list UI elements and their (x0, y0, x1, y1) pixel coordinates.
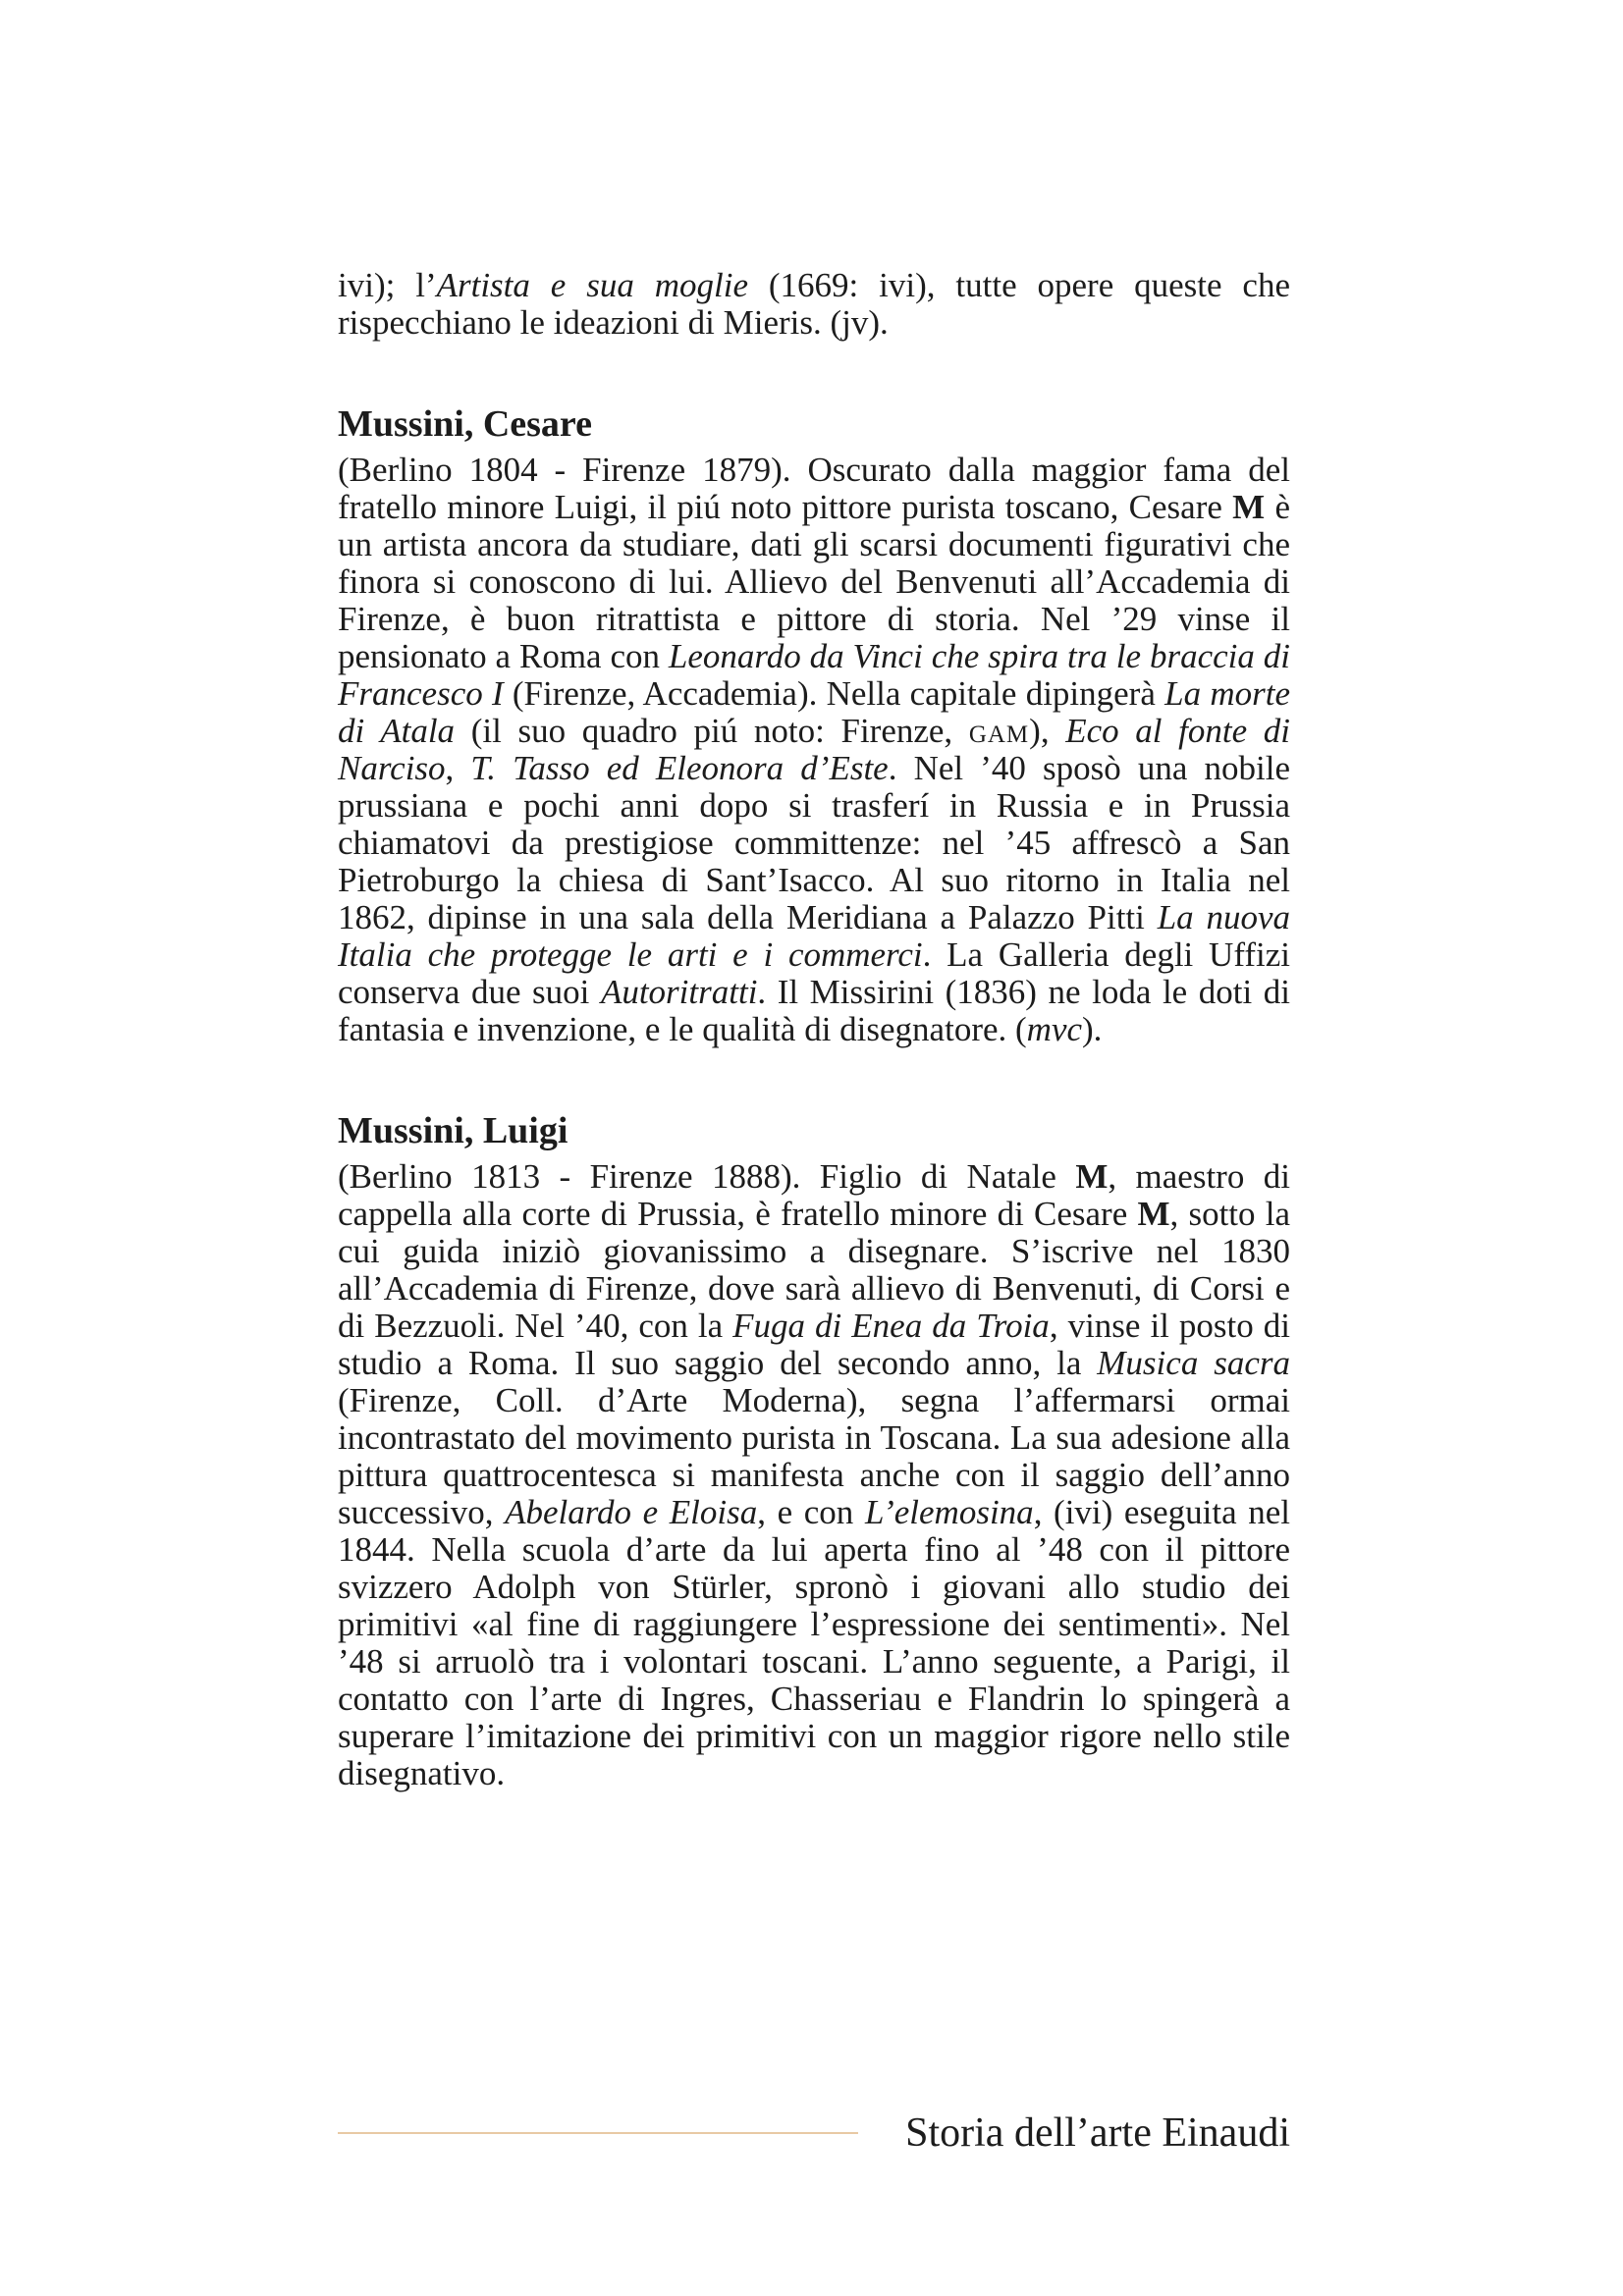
entry-body-cesare (338, 452, 1290, 1048)
footer-rule (338, 2132, 858, 2134)
artwork-title: Fuga di Enea da Troia (732, 1307, 1050, 1345)
artwork-title: T. Tasso ed Eleonora d’Este (470, 749, 889, 787)
page-footer (338, 2109, 1290, 2158)
text-run: . La Galleria degli Uffizi conserva due suoi (338, 935, 1290, 1011)
artwork-title: L’elemosina (864, 1493, 1034, 1531)
entry-heading-cesare: Mussini, Cesare (338, 403, 592, 445)
artwork-title: La nuova Italia che protegge le arti e i commerci (338, 898, 1290, 974)
text-run: , maestro di cappella alla corte di Prussia, è fratello minore di Cesare (338, 1157, 1290, 1233)
text-run: (Berlino 1804 - Firenze 1879). Oscurato dalla maggior fama del fratello minore Luigi, il piú noto pittore purista toscano, Cesare (338, 451, 1290, 526)
text-run: . Il Missirini (1836) ne loda le doti di fantasia e invenzione, e le qualità di disegnatore. ( (338, 973, 1290, 1048)
museum-acronym: gam (968, 712, 1030, 750)
artwork-title: Artista e sua moglie (436, 266, 748, 304)
artwork-title: Musica sacra (1097, 1344, 1290, 1382)
text-run: , (ivi) eseguita nel 1844. Nella scuola d’arte da lui aperta fino al ’48 con il pittore svizzero Adolph von Stürler, spronò i giovani allo studio dei primitivi «al fine di raggiungere l’espressione dei sentimenti». Nel ’48 si arruolò tra i volontari toscani. L’anno seguente, a Parigi, il contatto con l’arte di Ingres, Chasseriau e Flandrin lo spingerà a superare l’imitazione dei primitivi con un maggior rigore nello stile disegnativo. (338, 1493, 1290, 1792)
intro-paragraph (338, 267, 1290, 342)
publication-title: Storia dell’arte Einaudi (905, 2110, 1290, 2156)
text-column (338, 267, 1290, 1792)
artwork-title: La morte di Atala (338, 674, 1290, 750)
text-run: (Berlino 1813 - Firenze 1888). Figlio di Natale (338, 1157, 1076, 1196)
text-run: (il suo quadro piú noto: Firenze, (455, 712, 969, 750)
text-run: , (445, 749, 471, 787)
text-run: , sotto la cui guida iniziò giovanissimo a disegnare. S’iscrive nel 1830 all’Accademia di Firenze, dove sarà allievo di Benvenuti, di Corsi e di Bezzuoli. Nel ’40, con la (338, 1195, 1291, 1345)
text-run: ), (1029, 712, 1066, 750)
text-run: è un artista ancora da studiare, dati gli scarsi documenti figurativi che finora si conoscono di lui. Allievo del Benvenuti all’Accademia di Firenze, è buon ritrattista e pittore di storia. Nel ’29 vinse il pensionato a Roma con (338, 488, 1290, 675)
text-run: ). (1082, 1010, 1103, 1048)
text-run: . Nel ’40 sposò una nobile prussiana e pochi anni dopo si trasferí in Russia e in Prussia chiamatovi da prestigiose committenze: nel ’45 affrescò a San Pietroburgo la chiesa di Sant’Isacco. Al suo ritorno in Italia nel 1862, dipinse in una sala della Meridiana a Palazzo Pitti (338, 749, 1291, 936)
entry-body-luigi (338, 1158, 1290, 1792)
artwork-title: Abelardo e Eloisa (505, 1493, 758, 1531)
author-initials: mvc (1026, 1010, 1083, 1048)
text-run: , vinse il posto di studio a Roma. Il suo saggio del secondo anno, la (338, 1307, 1290, 1382)
name-abbreviation: M (1137, 1195, 1170, 1233)
artwork-title: Leonardo da Vinci che spira tra le braccia di Francesco I (338, 637, 1290, 713)
entry-heading-luigi: Mussini, Luigi (338, 1110, 568, 1151)
name-abbreviation: M (1075, 1157, 1109, 1196)
artwork-title: Autoritratti (600, 973, 758, 1011)
text-run: (Firenze, Coll. d’Arte Moderna), segna l’affermarsi ormai incontrastato del movimento purista in Toscana. La sua adesione alla pittura quattrocentesca si manifesta anche con il saggio dell’anno successivo, (338, 1381, 1290, 1531)
text-run: ivi); l’ (338, 266, 437, 304)
artwork-title: Eco al fonte di Narciso (338, 712, 1290, 787)
text-run: (Firenze, Accademia). Nella capitale dipingerà (503, 674, 1165, 713)
text-run: , e con (757, 1493, 865, 1531)
text-run: (1669: ivi), tutte opere queste che rispecchiano le ideazioni di Mieris. (jv). (338, 266, 1290, 342)
name-abbreviation: M (1232, 488, 1266, 526)
